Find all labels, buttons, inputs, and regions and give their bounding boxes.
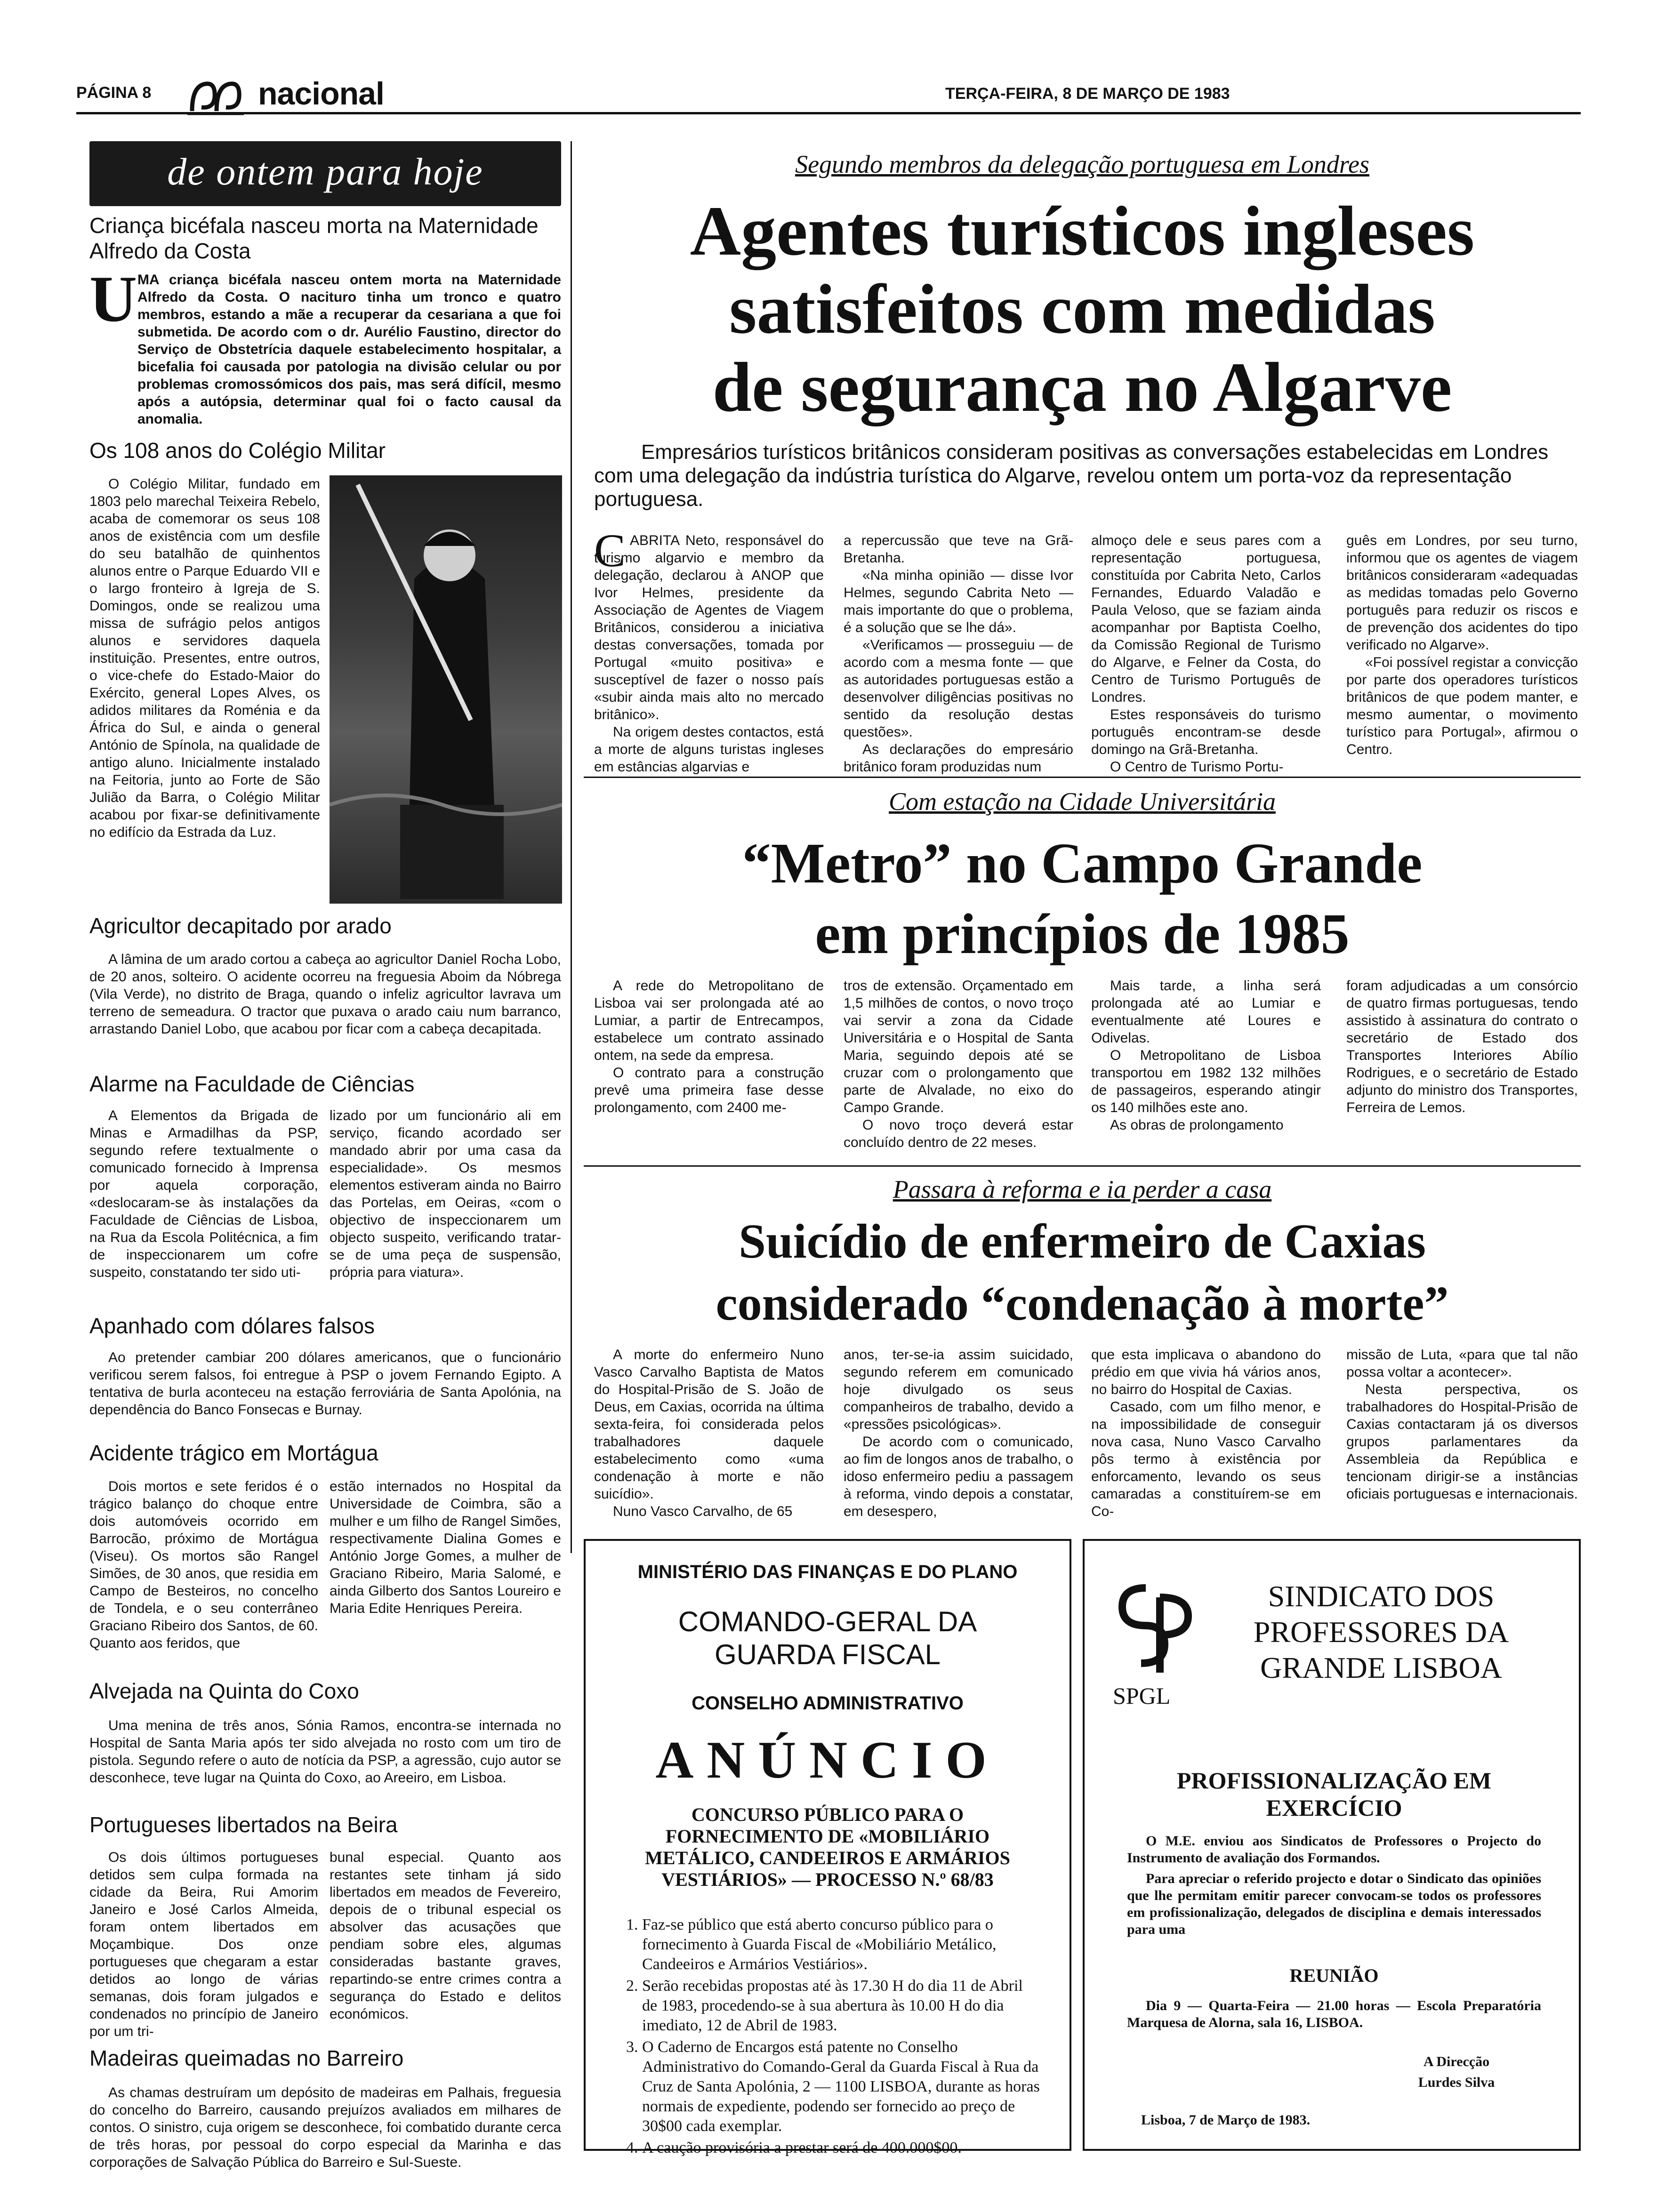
news-title: Apanhado com dólares falsos <box>89 1314 375 1338</box>
article-text: ABRITA Neto, responsável do turismo algarvio e membro da delegação, declarou à ANOP que Ivor Helmes, presidente da Associação de Agentes de Viagem Britânicos, considerou a iniciativa destas conversações, tomada por Portugal «muito positiva» e susceptível de fazer o nosso país «subir ainda mais alto no mercado britânico». Na origem destes contactos, está a morte de alguns turistas ingleses em estâncias algarvias e <box>594 533 824 775</box>
news-body: bunal especial. Quanto aos restantes sete tinham já sido libertados em meados de Fevereiro, depois de o tribunal especial os absolver das acusações que pendiam sobre eles, algumas consideradas bastante graves, repartindo-se entre crimes contra a segurança do Estado e delitos económicos. <box>330 1850 561 2022</box>
article-body: A rede do Metropolitano de Lisboa vai ser prolongada até ao Lumiar, a partir de Entrecampos, estabelece um contrato assinado ontem, na sede da empresa. O contrato para a construção prevê uma primeira fase desse prolongamento, com 2400 me- <box>594 978 824 1115</box>
article-kicker: Passara à reforma e ia perder a casa <box>893 1175 1272 1203</box>
article-body: foram adjudicadas a um consórcio de quatro firmas portuguesas, tendo assistido à assinatura do contrato o secretário de Estado dos Transportes Interiores Abílio Rodrigues, e o secretário de Estado adjunto do ministro dos Transportes, Ferreira de Lemos. <box>1346 978 1578 1115</box>
news-body: O Colégio Militar, fundado em 1803 pelo marechal Teixeira Rebelo, acaba de comemorar os seus 108 anos de existência com um desfile do seu batalhão de quinhentos alunos entre o Parque Eduardo VII e o largo fronteiro à Igreja de S. Domingos, onde se realizou uma missa de sufrágio pelos antigos alunos e servidores daquela instituição. Presentes, entre outros, o vice-chefe do Estado-Maior do Exército, general Lopes Alves, os adidos militares da Roménia e da África do Sul, e ainda o general António de Spínola, na qualidade de antigo aluno. Inicialmente instalado na Feitoria, junto ao Forte de São Julião da Barra, o Colégio Militar acabou por fixar-se definitivamente no edifício da Estrada da Luz. <box>89 476 320 840</box>
news-body: estão internados no Hospital da Universidade de Coimbra, são a mulher e um filho de Rangel Simões, respectivamente Dialina Gomes e António Jorge Gomes, a mulher de Graciano Ribeiro, Maria Salomé, e ainda Gilberto dos Santos Loureiro e Maria Edite Henriques Pereira. <box>330 1479 561 1616</box>
news-body: Ao pretender cambiar 200 dólares americanos, que o funcionário verificou serem falsos, foi entregue à PSP o jovem Fernando Egipto. A tentativa de burla aconteceu na estação ferroviária de Santa Apolónia, na dependência do Banco Fonsecas e Burnay. <box>89 1350 561 1418</box>
ad-ministry: MINISTÉRIO DAS FINANÇAS E DO PLANO <box>637 1562 1018 1582</box>
news-title: Madeiras queimadas no Barreiro <box>89 2046 404 2070</box>
article-headline <box>584 192 1581 426</box>
ad-title: ANÚNCIO <box>655 1731 1000 1789</box>
ad-council: CONSELHO ADMINISTRATIVO <box>692 1693 964 1714</box>
spgl-logo-icon <box>1113 1579 1193 1673</box>
ad-list-item: 1. Faz-se público que está aberto concurso público para o fornecimento à Guarda Fiscal de «Mobiliário Metálico, Candeeiros e Armários Vestiários». <box>642 1915 1041 1974</box>
ad-subtitle: CONCURSO PÚBLICO PARA O FORNECIMENTO DE «MOBILIÁRIO METÁLICO, CANDEEIROS E ARMÁRIOS VESTIÁRIOS» — PROCESSO N.º 68/83 <box>645 1804 1010 1890</box>
headline-line: considerado “condenação à morte” <box>716 1276 1449 1330</box>
ad-signature: A Direcção <box>1423 2054 1490 2069</box>
ad-list-item: 3. O Caderno de Encargos está patente no Conselho Administrativo do Comando-Geral da Guarda Fiscal à Rua da Cruz de Santa Apolónia, 2 — 1100 LISBOA, durante as horas normais de expediente, podendo ser fornecido ao preço de 30$00 cada exemplar. <box>642 2037 1041 2136</box>
article-kicker: Segundo membros da delegação portuguesa em Londres <box>795 150 1369 178</box>
article-body: anos, ter-se-ia assim suicidado, segundo referem em comunicado hoje divulgado os seus companheiros de trabalho, devido a «pressões psicológicas». De acordo com o comunicado, ao fim de longos anos de trabalho, o idoso enfermeiro pediu a passagem à reforma, vindo depois a constatar, em desespero, <box>844 1347 1073 1519</box>
article-body: tros de extensão. Orçamentado em 1,5 milhões de contos, o novo troço vai servir a zona da Cidade Universitária e o Hospital de Santa Maria, seguindo depois até se cruzar com o prolongamento que parte de Alvalade, no eixo do Campo Grande. O novo troço deverá estar concluído dentro de 22 meses. <box>844 978 1073 1150</box>
ad-box-spgl <box>1083 1539 1581 2151</box>
header-rule <box>76 112 1581 114</box>
article-body: A morte do enfermeiro Nuno Vasco Carvalho Baptista de Matos do Hospital-Prisão de S. João de Deus, em Caxias, ocorrida na última sexta-feira, foi considerada pelos trabalhadores daquele estabelecimento como «uma condenação à morte e não suicídio». Nuno Vasco Carvalho, de 65 <box>594 1347 824 1519</box>
issue-date: TERÇA-FEIRA, 8 DE MARÇO DE 1983 <box>945 85 1230 103</box>
section-title: nacional <box>258 76 384 112</box>
ad-paragraph: Para apreciar o referido projecto e dotar o Sindicato das opiniões que lhe permitam emitir parecer convocam-se todos os professores em profissionalização, delegados de disciplina e demais interessados para uma <box>1127 1871 1541 1937</box>
news-body: A lâmina de um arado cortou a cabeça ao agricultor Daniel Rocha Lobo, de 20 anos, solteiro. O acidente ocorreu na freguesia Aboim da Nóbrega (Vila Verde), no distrito de Braga, quando o infeliz agricultor lavrava um terreno de semeadura. O tractor que puxava o arado caiu num barranco, arrastando Daniel Lobo, que acabou por ficar com a cabeça decapitada. <box>89 952 561 1037</box>
article-rule <box>584 1165 1581 1167</box>
news-body: A Elementos da Brigada de Minas e Armadilhas da PSP, segundo refere textualmente o comunicado fornecido à Imprensa por aquela corporação, «deslocaram-se às instalações da Faculdade de Ciências de Lisboa, na Rua da Escola Politécnica, a fim de inspeccionarem um cofre suspeito, constatando ter sido uti- <box>89 1108 318 1280</box>
headline-line: satisfeitos com medidas <box>729 270 1435 348</box>
article-headline <box>584 1210 1581 1335</box>
newspaper-logo-icon <box>187 78 244 117</box>
ad-title: PROFISSIONALIZAÇÃO EM EXERCÍCIO <box>1176 1767 1492 1821</box>
spgl-name: SINDICATO DOS PROFESSORES DA GRANDE LISBOA <box>1253 1579 1509 1684</box>
column-rule <box>571 141 572 1553</box>
article-headline <box>584 828 1581 970</box>
news-title: Os 108 anos do Colégio Militar <box>89 438 386 463</box>
ad-meeting: REUNIÃO <box>1289 1965 1379 1986</box>
news-body: lizado por um funcionário ali em serviço, ficando acordado ser mandado abrir por uma casa da especialidade». Os mesmos elementos estiveram ainda no Bairro das Portelas, em Oeiras, «com o objectivo de inspeccionarem um objecto suspeito, verificando tratar-se de uma peça de suspensão, própria para viatura». <box>330 1108 561 1280</box>
ad-list <box>604 1915 1041 2158</box>
ad-meeting-details: Dia 9 — Quarta-Feira — 21.00 horas — Escola Preparatória Marquesa de Alorna, sala 16, LISBOA. <box>1127 1998 1541 2030</box>
article-kicker: Com estação na Cidade Universitária <box>889 787 1276 816</box>
article-body: almoço dele e seus pares com a representação portuguesa, constituída por Cabrita Neto, Carlos Fernandes, Eduardo Valadão e Paula Veloso, que se faziam ainda acompanhar por Baptista Coelho, da Comissão Regional de Turismo do Algarve, e Felner da Costa, do Centro de Turismo Português de Londres. Estes responsáveis do turismo português encontram-se desde domingo na Grã-Bretanha. O Centro de Turismo Portu- <box>1091 533 1321 775</box>
page-number: PÁGINA 8 <box>76 84 152 102</box>
news-title: Alarme na Faculdade de Ciências <box>89 1072 415 1096</box>
news-body: Uma menina de três anos, Sónia Ramos, encontra-se internada no Hospital de Santa Maria após ter sido alvejada no rosto com um tiro de pistola. Segundo refere o auto de notícia da PSP, a agressão, cujo autor se desconhece, teve lugar na Quinta do Coxo, ao Areeiro, em Lisboa. <box>89 1718 561 1786</box>
ad-list-item: 4. A caução provisória a prestar será de 400.000$00. <box>642 2138 1041 2158</box>
ad-box-guarda-fiscal <box>584 1539 1071 2156</box>
news-body: MA criança bicéfala nasceu ontem morta na Maternidade Alfredo da Costa. O nacituro tinha um tronco e quatro membros, estando a mãe a recuperar da cesariana a que foi submetida. De acordo com o dr. Aurélio Faustino, director do Serviço de Obstetrícia daquele estabelecimento hospitalar, a bicefalia foi causada por patologia na divisão celular ou por problemas cromossómicos dos pais, mas será difícil, mesmo após a autópsia, determinar qual foi o facto causal da anomalia. <box>137 272 561 427</box>
spgl-abbrev: SPGL <box>1113 1683 1171 1709</box>
news-body: Dois mortos e sete feridos é o trágico balanço do choque entre dois automóveis ocorrido em Barrocão, próximo de Mortágua (Viseu). Os mortos são Rangel Simões, de 30 anos, que residia em Campo de Besteiros, no concelho de Tondela, e o seu conterrâneo Graciano Ribeiro dos Santos, de 60. Quanto aos feridos, que <box>89 1479 318 1651</box>
news-body: As chamas destruíram um depósito de madeiras em Palhais, freguesia do concelho do Barreiro, causando prejuízos avaliados em milhares de contos. O sinistro, cuja origem se desconhece, foi combatido durante cerca de três horas, por pessoal do corpo especial da Marinha e das corporações de Salvação Pública do Barreiro e Sul-Sueste. <box>89 2085 561 2170</box>
news-title: Criança bicéfala nasceu morta na Maternidade Alfredo da Costa <box>89 213 539 263</box>
section-banner-text: de ontem para hoje <box>167 150 483 193</box>
news-body: Os dois últimos portugueses detidos sem culpa formada na cidade da Beira, Rui Amorim Janeiro e José Carlos Almeida, foram ontem libertados em Moçambique. Dos onze portugueses que chegaram a estar detidos ao longo de várias semanas, dois foram julgados e condenados no princípio de Janeiro por um tri- <box>89 1850 318 2039</box>
headline-line: “Metro” no Campo Grande <box>742 832 1423 895</box>
photo-parade <box>330 475 562 904</box>
article-body <box>594 532 824 776</box>
article-rule <box>584 777 1581 778</box>
article-lead: Empresários turísticos britânicos consideram positivas as conversações estabelecidas em Londres com uma delegação da indústria turística do Algarve, revelou ontem um porta-voz da representação portuguesa. <box>594 441 1549 511</box>
news-title: Acidente trágico em Mortágua <box>89 1441 378 1465</box>
article-body: Mais tarde, a linha será prolongada até ao Lumiar e eventualmente até Loures e Odivelas. O Metropolitano de Lisboa transportou em 1982 132 milhões de passageiros, esperando atingir os 140 milhões este ano. As obras de prolongamento <box>1091 978 1321 1133</box>
article-body: que esta implicava o abandono do prédio em que vivia há vários anos, no bairro do Hospital de Caxias. Casado, com um filho menor, e na impossibilidade de conseguir nova casa, Nuno Vasco Carvalho pôs termo à existência por enforcamento, levando os seus camaradas a constituírem-se em Co- <box>1091 1347 1321 1519</box>
article-body: guês em Londres, por seu turno, informou que os agentes de viagem britânicos consideraram «adequadas as medidas tomadas pelo Governo português para reduzir os riscos e de prevenção dos acidentes do tipo verificado no Algarve». «Foi possível registar a convicção por parte dos operadores turísticos britânicos de que podem manter, e mesmo aumentar, o movimento turístico para Portugal», afirmou o Centro. <box>1346 533 1578 757</box>
photo-parade-icon <box>330 475 562 904</box>
headline-line: Suicídio de enfermeiro de Caxias <box>739 1214 1426 1268</box>
ad-place-date: Lisboa, 7 de Março de 1983. <box>1141 2112 1311 2128</box>
headline-line: de segurança no Algarve <box>712 348 1452 426</box>
headline-line: em princípios de 1985 <box>815 902 1350 966</box>
article-body: missão de Luta, «para que tal não possa voltar a acontecer». Nesta perspectiva, os trabalhadores do Hospital-Prisão de Caxias contactaram já os diversos grupos parlamentares da Assembleia da República e tencionam dirigir-se a instâncias oficiais portuguesas e internacionais. <box>1346 1347 1578 1502</box>
ad-paragraph: O M.E. enviou aos Sindicatos de Professores o Projecto do Instrumento de avaliação dos Formandos. <box>1127 1833 1541 1866</box>
section-banner <box>89 141 561 206</box>
dropcap: U <box>89 263 137 336</box>
news-title: Alvejada na Quinta do Coxo <box>89 1679 359 1703</box>
article-body: a repercussão que teve na Grã-Bretanha. «Na minha opinião — disse Ivor Helmes, segundo Cabrita Neto — mais importante do que o problema, é a solução que se lhe dá». «Verificamos — prosseguiu — de acordo com a mesma fonte — que as autoridades portuguesas estão a desenvolver diligências positivas no sentido da resolução destas questões». As declarações do empresário britânico foram produzidas num <box>844 533 1073 775</box>
ad-signature: Lurdes Silva <box>1418 2075 1495 2090</box>
news-title: Agricultor decapitado por arado <box>89 914 392 938</box>
ad-command: COMANDO-GERAL DA GUARDA FISCAL <box>678 1606 977 1670</box>
ad-list-item: 2. Serão recebidas propostas até às 17.30 H do dia 11 de Abril de 1983, procedendo-se à sua abertura às 10.00 H do dia imediato, 12 de Abril de 1983. <box>642 1976 1041 2036</box>
news-title: Portugueses libertados na Beira <box>89 1812 398 1837</box>
dropcap: C <box>594 524 626 577</box>
headline-line: Agentes turísticos ingleses <box>690 192 1475 270</box>
